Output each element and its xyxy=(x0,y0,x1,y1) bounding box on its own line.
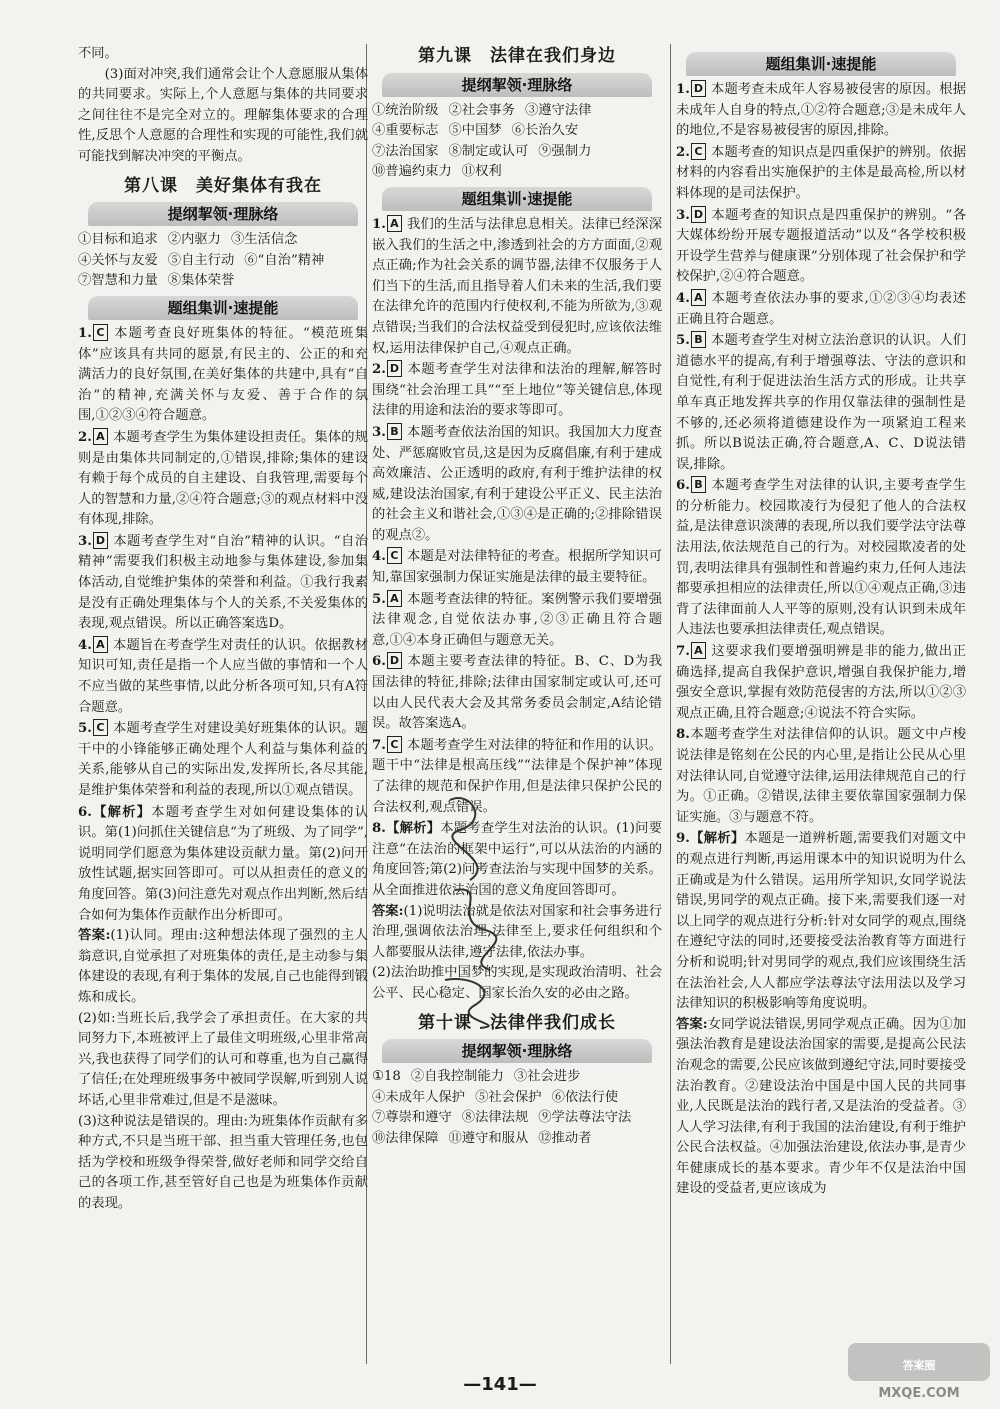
keypoint: ⑫推动者 xyxy=(538,1130,592,1146)
answer-paragraph xyxy=(78,926,368,1008)
answer-item xyxy=(676,331,966,475)
keypoint: ⑤中国梦 xyxy=(448,123,502,139)
answer-label: 答案: xyxy=(372,903,404,919)
item-text: 本题考查依法办事的要求,①②③④均表述正确且符合题意。 xyxy=(676,290,966,327)
answer-item xyxy=(372,652,662,734)
keypoint: ⑩普遍约束力 xyxy=(372,164,452,180)
section-banner: 提纲挈领·理脉络 xyxy=(382,1039,652,1063)
answer-item xyxy=(372,590,662,652)
answer-item xyxy=(676,80,966,142)
answer-key-box: D xyxy=(691,80,706,97)
keypoint: ⑩法律保障 xyxy=(372,1130,439,1146)
keypoint: ⑪权利 xyxy=(461,164,502,180)
answer-text: 女同学说法错误,男同学观点正确。因为①加强法治教育是建设法治国家的需要,是提高公民法治观念的需要,公民应该做到遵纪守法,同时要接受法治教育。②建设法治中国是中国人民的共同事业,人民既是法治的践行者,又是法治的受益者。③人人学习法律,有利于我国的法治建设,有利于维护公民合法权益。④加强法治建设,依法办事,是青少年健康成长的基本要求。青少年不仅是法治中国建设的受益者,更应该成为 xyxy=(676,1016,966,1197)
answer-key-box: C xyxy=(93,719,108,736)
item-text: 本题是对法律特征的考查。根据所学知识可知,靠国家强制力保证实施是法律的最主要特征。 xyxy=(372,549,662,586)
lesson-title: 第八课 美好集体有我在 xyxy=(124,175,322,196)
item-number: 2. xyxy=(676,144,690,160)
item-text: 本题考查学生对法治的认识。(1)问要注意“在法治的框架中运行”,可以从法治的内涵的角度回答;第(2)问考查法治与实现中国梦的关系。从全面推进依法治国的意义角度回答即可。 xyxy=(372,821,662,898)
answer-item xyxy=(78,803,368,927)
keypoint: ③社会进步 xyxy=(513,1069,581,1085)
answer-key-box: D xyxy=(691,206,706,223)
item-number: 6. xyxy=(676,478,690,494)
item-number: 3. xyxy=(78,533,92,549)
item-text: 本题考查学生为集体建设担责任。集体的规则是由集体共同制定的,①错误,排除;集体的建设有赖于每个成员的自主建设、自我管理,需要每个人的智慧和力量,②④符合题意;③的观点材料中没有体现,排除。 xyxy=(78,429,368,528)
item-number: 4. xyxy=(372,549,386,565)
item-number: 5. xyxy=(676,333,690,349)
item-text: 本题是一道辨析题,需要我们对题文中的观点进行判断,再运用课本中的知识说明为什么正确或是为什么错误。运用所学知识,女同学说法错误,男同学的观点正确。接下来,需要我们逐一对以上同学的观点进行分析:针对女同学的观点,围绕在遵纪守法的同时,还要接受法治教育等方面进行分析和说明;针对男同学的观点,我们应该围绕生活在法治社会,人人都应学法尊法守法用法以及学习法律知识的积极影响等角度说明。 xyxy=(676,831,966,1012)
item-number: 2. xyxy=(372,362,386,378)
answer-item xyxy=(676,725,966,828)
answer-item xyxy=(676,143,966,205)
keypoint-list xyxy=(372,1067,662,1149)
answer-key-box: A xyxy=(691,642,706,659)
keypoint: ③生活信念 xyxy=(230,232,298,248)
item-number: 7. xyxy=(372,737,386,753)
keypoint: ⑥“自治”精神 xyxy=(244,252,325,268)
keypoint: ⑧法律法规 xyxy=(461,1110,529,1126)
keypoint-list xyxy=(78,230,368,292)
column-divider xyxy=(670,44,671,1364)
section-banner: 题组集训·速提能 xyxy=(88,296,358,320)
item-number: 5. xyxy=(372,591,386,607)
keypoint: ⑦智慧和力量 xyxy=(78,273,158,289)
answer-key-box: B xyxy=(387,423,402,440)
paragraph: (3)面对冲突,我们通常会让个人意愿服从集体的共同要求。实际上,个人意愿与集体的共同要求之间往往不是完全对立的。理解集体要求的合理性,反思个人意愿的合理性和实现的可能性,我们就可能找到解决冲突的平衡点。 xyxy=(78,66,368,164)
keypoint: ⑪遵守和服从 xyxy=(448,1130,529,1146)
answer-text: (1)说明法治就是依法对国家和社会事务进行治理,强调依法治理,法律至上,要求任何组织和个人都要服从法律,遵守法律,依法办事。 xyxy=(372,903,662,960)
section-banner: 题组集训·速提能 xyxy=(382,187,652,211)
answer-key-box: B xyxy=(691,476,706,493)
item-number: 1. xyxy=(78,325,92,341)
item-number: 8. xyxy=(372,821,386,837)
answer-item xyxy=(78,324,368,427)
keypoint: ②内驱力 xyxy=(167,232,221,248)
keypoint: ②自我控制能力 xyxy=(410,1069,504,1085)
answer-label: 答案: xyxy=(676,1016,708,1032)
item-number: 7. xyxy=(676,644,690,660)
keypoint-list xyxy=(372,101,662,183)
answer-item xyxy=(78,719,368,801)
answer-key-box: D xyxy=(93,532,108,549)
watermark-url: MXQE.COM xyxy=(878,1386,960,1401)
item-text: 本题考查学生对法律信仰的认识。题文中卢梭说法律是铭刻在公民的内心里,是指让公民从心里对法律认同,自觉遵守法律,运用法律规范自己的行为。①正确。②错误,法律主要依靠国家强制力保证实施。③与题意不符。 xyxy=(676,727,966,825)
item-text: 本题旨在考查学生对责任的认识。依据教材知识可知,责任是指一个人应当做的事情和一个人不应当做的某些事情,以此分析各项可知,只有A符合题意。 xyxy=(78,637,368,715)
answer-paragraph: (2)如:当班长后,我学会了承担责任。在大家的共同努力下,本班被评上了最佳文明班级,心里非常高兴,我也获得了同学们的认可和尊重,也为自己赢得了信任;在处理班级事务中被同学误解,听到别人说坏话,心里非常难过,但是不是滋味。 xyxy=(78,1010,368,1108)
answer-paragraph: (3)这种说法是错误的。理由:为班集体作贡献有多种方式,不只是当班干部、担当重大管理任务,也包括为学校和班级争得荣誉,做好老师和同学交给自己的各项工作,甚至管好自己也是为班集体作贡献的表现。 xyxy=(78,1113,368,1211)
keypoint: ①18 xyxy=(372,1069,401,1085)
item-text: 本题考查学生对法律的特征和作用的认识。题干中“法律是根高压线”“法律是个保护神”体现了法律的规范和保护作用,但是法律只保护公民的合法权利,观点错误。 xyxy=(372,737,662,815)
column-right xyxy=(676,44,966,1364)
answer-paragraph xyxy=(676,1015,966,1200)
item-text: 本题考查的知识点是四重保护的辨别。“各大媒体纷纷开展专题报道活动”以及“各学校积极开设学生营养与健康课”分别体现了社会保护和学校保护,②④符合题意。 xyxy=(676,207,966,285)
keypoint: ⑤社会保护 xyxy=(475,1089,542,1105)
keypoint: ⑥依法行使 xyxy=(551,1089,619,1105)
keypoint: ②社会事务 xyxy=(448,102,515,118)
section-banner: 提纲挈领·理脉络 xyxy=(88,202,358,226)
answer-key-box: A xyxy=(93,636,108,653)
answer-item xyxy=(676,289,966,330)
keypoint: ⑥长治久安 xyxy=(511,123,579,139)
answer-key-box: C xyxy=(691,143,706,160)
item-text: 本题考查学生对法律和法治的理解,解答时围绕“社会治理工具”“至上地位”等关键信息,体现法律的用途和法治的要求等即可。 xyxy=(372,362,662,419)
item-text: 本题考查未成年人容易被侵害的原因。根据未成年人自身的特点,①②符合题意;③是未成年人的地位,不是容易被侵害的原因,排除。 xyxy=(676,82,966,139)
answer-paragraph: (2)法治助推中国梦的实现,是实现政治清明、社会公平、民心稳定、国家长治久安的必由之路。 xyxy=(372,965,662,1001)
item-number: 6. xyxy=(78,804,92,820)
column-middle xyxy=(372,44,662,1364)
item-text: 本题考查的知识点是四重保护的辨别。依据材料的内容看出实施保护的主体是最高检,所以材料体现的是司法保护。 xyxy=(676,144,966,201)
item-number: 2. xyxy=(78,429,92,445)
answer-item xyxy=(372,360,662,422)
item-text: 这要求我们要增强明辨是非的能力,做出正确选择,提高自我保护意识,增强自我保护能力,增强安全意识,掌握有效防范侵害的方法,所以①②③观点正确,且符合题意;④说法不符合实际。 xyxy=(676,644,966,721)
item-text: 本题考查学生对法律的认识,主要考查学生的分析能力。校园欺凌行为侵犯了他人的合法权益,是法律意识淡薄的表现,所以我们要学法守法尊法用法,依法规范自己的行为。对校园欺凌者的处罚,表明法律具有强制性和普遍约束力,任何人违法都要承担相应的法律责任,所以①④观点正确,③违背了法律面前人人平等的原则,没有认识到未成年人违法也要承担法律责任,观点错误。 xyxy=(676,478,966,638)
lesson-title: 第九课 法律在我们身边 xyxy=(418,46,616,66)
item-text: 本题考查法律的特征。案例警示我们要增强法律观念,自觉依法办事,②③正确且符合题意,①④本身正确但与题意无关。 xyxy=(372,591,662,648)
item-number: 3. xyxy=(372,424,386,440)
keypoint: ③遵守法律 xyxy=(524,102,592,118)
keypoint: ⑧制定或认可 xyxy=(448,143,529,159)
item-text: 本题主要考查法律的特征。B、C、D为我国法律的特征,排除;法律由国家制定或认可,还可以由人民代表大会及其常务委员会制定,A结论错误。故答案选A。 xyxy=(372,654,662,732)
answer-key-box: C xyxy=(93,324,108,341)
item-number: 1. xyxy=(372,216,386,232)
keypoint: ⑦尊崇和遵守 xyxy=(372,1110,452,1126)
keypoint: ⑤自主行动 xyxy=(167,252,235,268)
answer-item xyxy=(78,532,368,635)
item-text: 本题考查学生对建设美好班集体的认识。题干中的小锋能够正确处理个人利益与集体利益的关系,能够从自己的实际出发,发挥所长,各尽其能,是维护集体荣誉和利益的表现,所以①观点错误。 xyxy=(78,721,368,798)
answer-key-box: D xyxy=(387,360,402,377)
answer-item xyxy=(676,476,966,641)
answer-key-box: A xyxy=(93,428,108,445)
answer-key-box: B xyxy=(691,331,706,348)
item-text: 本题考查良好班集体的特征。“模范班集体”应该具有共同的愿景,有民主的、公正的和充满活力的良好氛围,在美好集体的共建中,具有“自治”的精神,充满关怀与友爱、善于合作的氛围,①②③④符合题意。 xyxy=(78,325,368,424)
answer-item xyxy=(78,636,368,718)
answer-item xyxy=(676,642,966,724)
keypoint: ④关怀与友爱 xyxy=(78,252,158,268)
column-left xyxy=(78,44,368,1364)
paragraph: 不同。 xyxy=(78,46,118,61)
page-number: —141— xyxy=(463,1374,537,1395)
item-number: 4. xyxy=(676,290,690,306)
keypoint: ①目标和追求 xyxy=(78,232,158,248)
section-banner: 提纲挈领·理脉络 xyxy=(382,73,652,97)
answer-key-box: A xyxy=(387,215,402,232)
keypoint: ④未成年人保护 xyxy=(372,1089,466,1105)
item-number: 6. xyxy=(372,654,386,670)
answer-item xyxy=(78,428,368,531)
keypoint: ⑨强制力 xyxy=(538,143,592,159)
item-number: 1. xyxy=(676,82,690,97)
answer-text: (1)认同。理由:这种想法体现了强烈的主人翁意识,自觉承担了对班集体的责任,是主动参与集体建设的表现,有利于集体的发展,自己也能得到锻炼和成长。 xyxy=(78,928,368,1005)
section-banner: 题组集训·速提能 xyxy=(686,52,956,76)
answer-item xyxy=(676,206,966,288)
answer-key-box: A xyxy=(691,289,706,306)
analysis-tag: 【解析】 xyxy=(689,831,745,847)
item-text: 本题考查学生对“自治”精神的认识。“自治精神”需要我们积极主动地参与集体建设,参加集体活动,自觉维护集体的荣誉和利益。①我行我素是没有正确处理集体与个人的关系,不关爱集体的表现,观点错误。所以正确答案选D。 xyxy=(78,533,368,632)
answer-label: 答案: xyxy=(78,928,111,944)
item-text: 本题考查依法治国的知识。我国加大力度查处、严惩腐败官员,这是因为反腐倡廉,有利于建成高效廉洁、公正透明的政府,有利于维护法律的权威,建设法治国家,有利于建设公平正义、民主法治的社会主义和谐社会,①③④是正确的;②排除错误的观点②。 xyxy=(372,424,662,543)
handwriting-scribble xyxy=(430,790,530,1030)
keypoint: ⑨学法尊法守法 xyxy=(538,1110,632,1126)
answer-key-box: D xyxy=(387,652,402,669)
answer-key-box: A xyxy=(387,590,402,607)
answer-item xyxy=(372,215,662,359)
keypoint: ⑦法治国家 xyxy=(372,143,439,159)
keypoint: ①统治阶级 xyxy=(372,102,439,118)
item-text: 本题考查学生对树立法治意识的认识。人们道德水平的提高,有利于增强尊法、守法的意识和自觉性,有利于促进法治生活方式的形成。让共享单车真正地发挥共享的作用仅靠法律的强制性是不够的,还必须将道德建设作为一项紧迫工程来抓。所以B说法正确,符合题意,A、C、D说法错误,排除。 xyxy=(676,333,966,472)
answer-key-box: C xyxy=(387,736,402,753)
item-number: 5. xyxy=(78,721,92,737)
lesson-title: 第十课 法律伴我们成长 xyxy=(418,1012,616,1033)
watermark-logo xyxy=(844,1339,994,1403)
item-text: 本题考查学生对如何建设集体的认识。第(1)问抓住关键信息“为了班级、为了同学”,说明同学们愿意为集体建设贡献力量。第(2)问开放性试题,据实回答即可。可以从担责任的意义的角度回答。第(3)问注意先对观点作出判断,然后结合如何为集体作贡献作出分析即可。 xyxy=(78,804,368,923)
answer-item xyxy=(372,547,662,588)
keypoint: ⑧集体荣誉 xyxy=(167,273,235,289)
item-number: 8. xyxy=(676,727,690,743)
item-number: 4. xyxy=(78,637,92,653)
item-number: 3. xyxy=(676,207,690,223)
answer-key-box: C xyxy=(387,547,402,564)
analysis-tag: 【解析】 xyxy=(91,804,152,820)
answer-item xyxy=(676,829,966,1014)
watermark-logo-text: 答案圈 xyxy=(902,1359,936,1372)
answer-item xyxy=(372,423,662,547)
item-text: 我们的生活与法律息息相关。法律已经深深嵌入我们的生活之中,渗透到社会的方方面面,②观点正确;作为社会关系的调节器,法律不仅服务于人们当下的生活,而且指导着人们未来的生活,我们要在法律允许的范围内行使权利,不能为所欲为,③观点错误;当我们的合法权益受到侵犯时,应该依法维权,运用法律保护自己,④观点正确。 xyxy=(372,216,662,356)
keypoint: ④重要标志 xyxy=(372,123,439,139)
analysis-tag: 【解析】 xyxy=(385,821,441,837)
item-number: 9. xyxy=(676,831,690,847)
